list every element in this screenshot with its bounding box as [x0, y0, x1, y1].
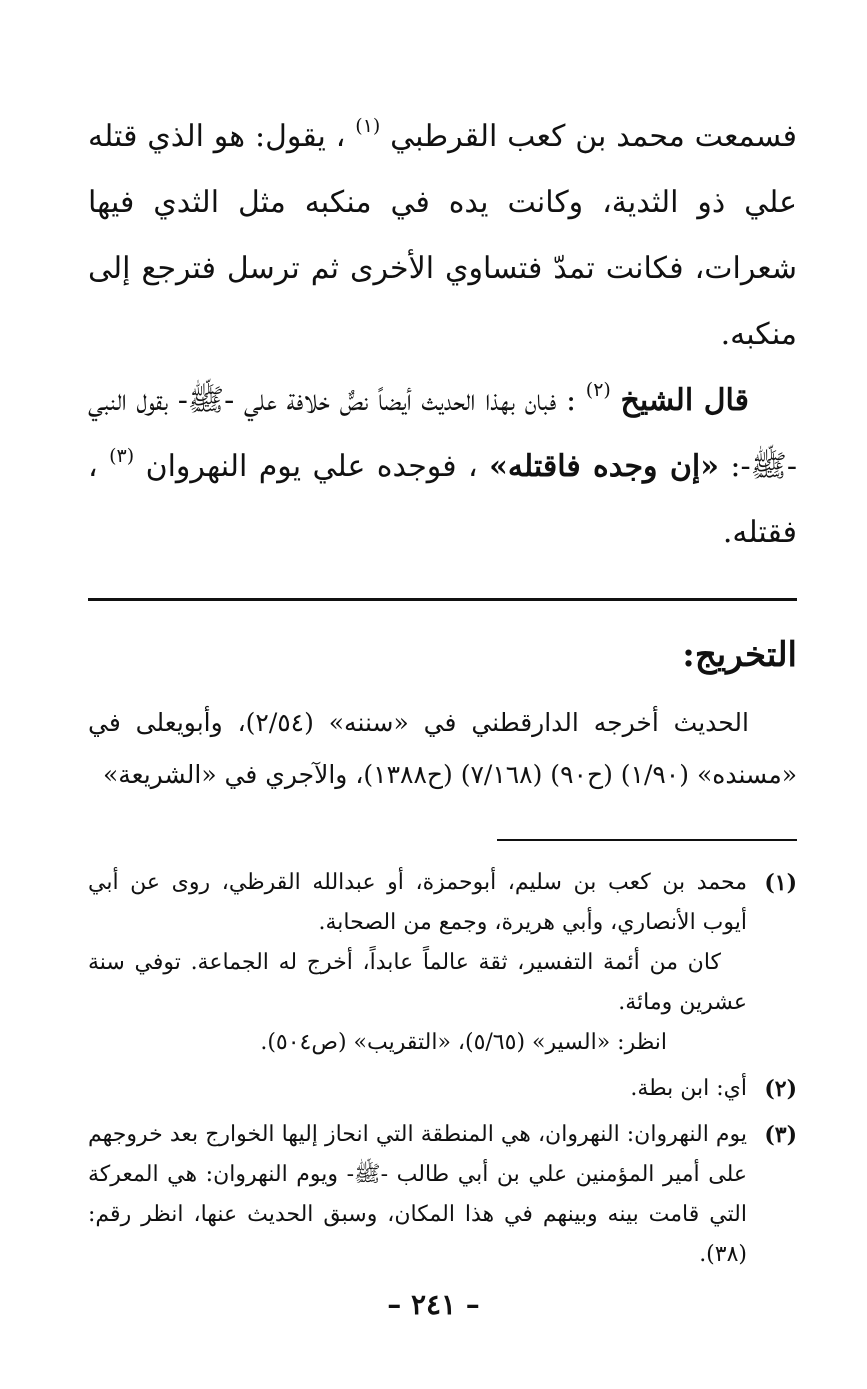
footnote-1-bio: محمد بن كعب بن سليم، أبوحمزة، أو عبدالله القرظي، روى عن أبي أيوب الأنصاري، وأبي هريرة، وجمع من الصحابة. [88, 870, 747, 935]
footnote-ref-1: (١) [355, 115, 381, 137]
footnote-2 [88, 1069, 797, 1109]
paragraph-1-start: فسمعت محمد بن كعب القرطبي [390, 119, 797, 154]
paragraph-1 [88, 104, 797, 368]
footnote-ref-3: (٣) [109, 445, 135, 467]
footnote-3 [88, 1115, 797, 1275]
footnote-ref-2: (٢) [585, 379, 611, 401]
footnotes [88, 863, 797, 1275]
takhrij-text: الحديث أخرجه الدارقطني في «سننه» (٢/٥٤)، وأبويعلى في «مسنده» (١/٩٠) (ح٩٠) (٧/١٦٨) (ح١٣٨٨)، والآجري في «الشريعة» [88, 708, 797, 789]
paragraph-1-cont: ، يقول: هو الذي قتله علي ذو الثدية، وكانت يده في منكبه مثل الثدي فيها شعرات، فكانت تمدّ فتساوي الأخرى ثم ترسل فترجع إلى منكبه. [88, 119, 797, 352]
paragraph-2-text: : فبان بهذا الحديث أيضاً نصٌّ خلافة علي -ﷺ- بقول النبي -ﷺ-: [88, 383, 797, 484]
takhrij-section [88, 697, 797, 801]
main-text [88, 104, 797, 566]
section-divider [88, 598, 797, 601]
paragraph-2 [88, 368, 797, 566]
takhrij-heading: التخريج: [682, 635, 797, 675]
sheikh-label: قال الشيخ [620, 383, 749, 418]
hadith-quote: «إن وجده فاقتله» [489, 449, 719, 484]
footnote-divider [497, 839, 797, 841]
footnote-2-number: (٢) [764, 1076, 797, 1102]
footnote-3-number: (٣) [764, 1122, 797, 1148]
page-number: – ٢٤١ – [387, 1288, 480, 1321]
paragraph-2-end: ، فقتله. [88, 449, 797, 550]
footnote-2-text: أي: ابن بطة. [630, 1076, 747, 1101]
footnote-1-number: (١) [764, 870, 797, 896]
footnote-1-status: كان من أئمة التفسير، ثقة عالماً عابداً، أخرج له الجماعة. توفي سنة عشرين ومائة. [88, 950, 747, 1015]
paragraph-2-cont: ، فوجده علي يوم النهروان [145, 449, 478, 484]
page-body [88, 104, 797, 1275]
footnote-1 [88, 863, 797, 1063]
footnote-3-text: يوم النهروان: النهروان، هي المنطقة التي انحاز إليها الخوارج بعد خروجهم على أمير المؤمنين علي بن أبي طالب -ﷺ- ويوم النهروان: هي المعركة التي قامت بينه وبينهم في هذا المكان، وسبق الحديث عنها، انظر رقم: (٣٨). [88, 1122, 747, 1267]
footnote-1-refs: انظر: «السير» (٥/٦٥)، «التقريب» (ص٥٠٤). [260, 1030, 667, 1055]
